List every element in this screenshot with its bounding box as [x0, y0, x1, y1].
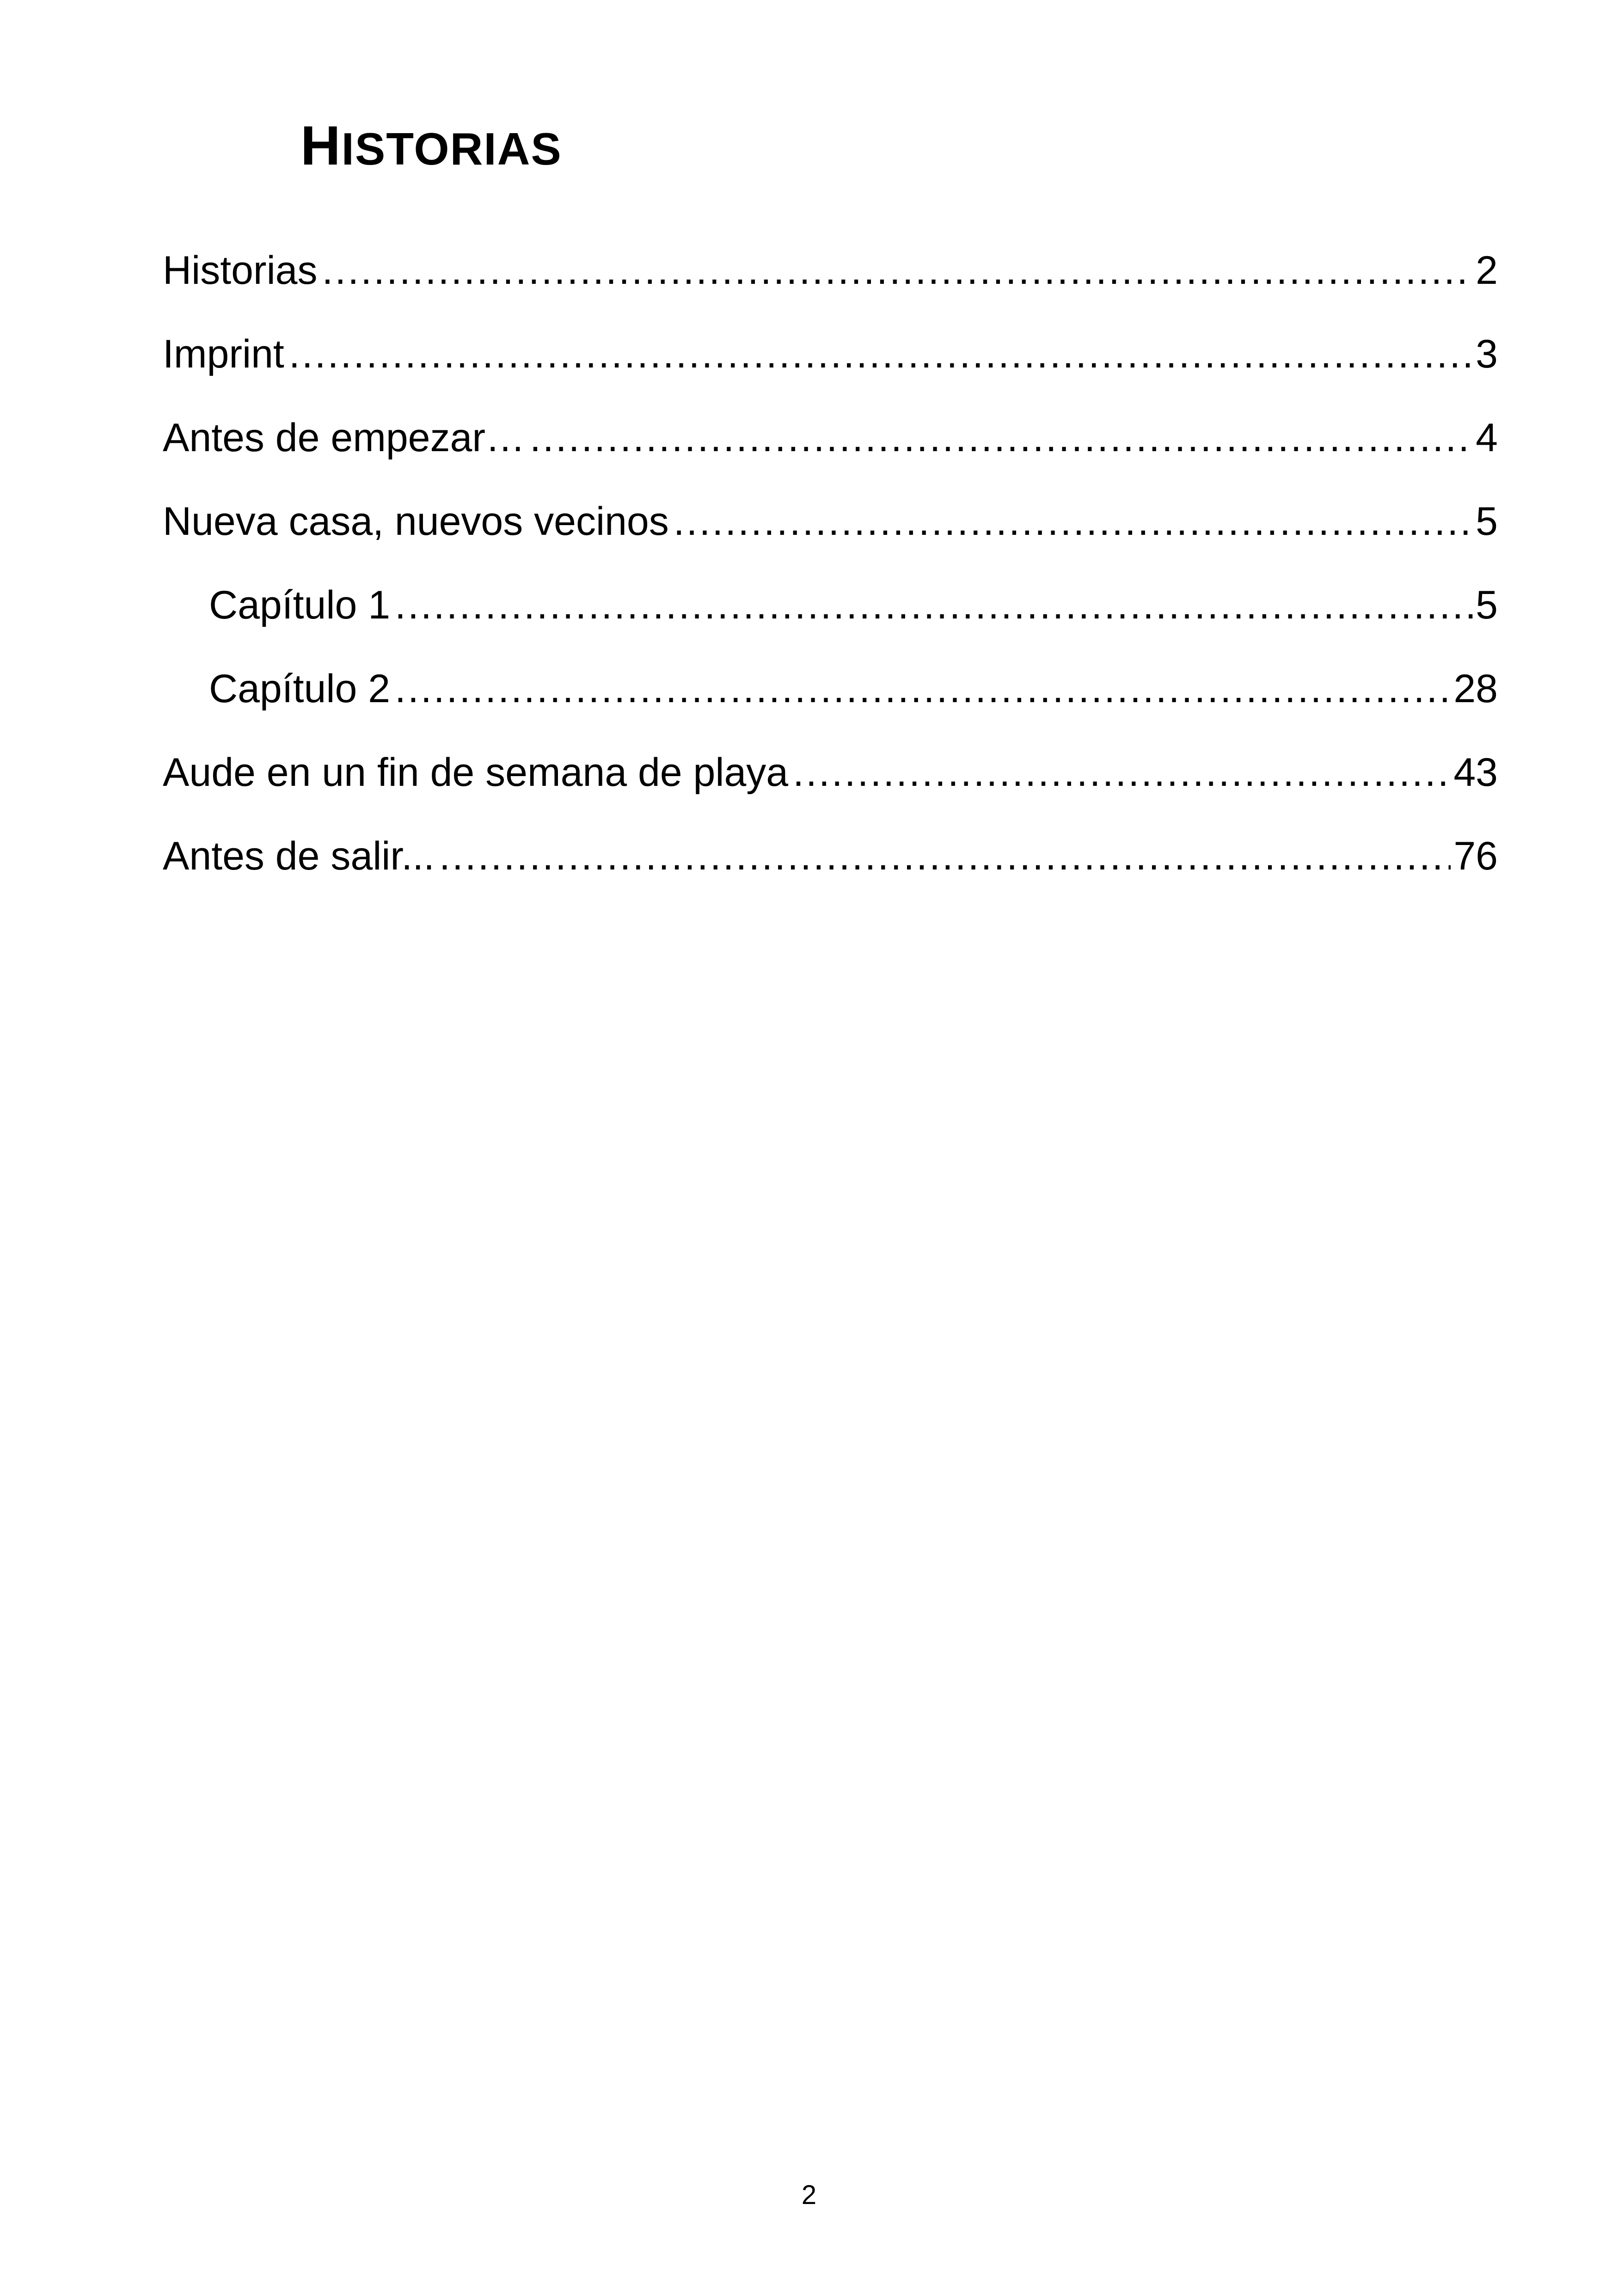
toc-entry-label: Capítulo 1	[209, 583, 391, 627]
toc-dot-leader	[674, 496, 1473, 547]
toc-entry-nueva-casa[interactable]	[163, 496, 1498, 580]
toc-entry-page: 4	[1476, 416, 1498, 460]
toc-entry-page: 5	[1476, 499, 1498, 544]
toc-entry-label: Antes de empezar…	[163, 416, 525, 460]
toc-dot-leader	[289, 329, 1473, 380]
toc-entry-page: 3	[1476, 332, 1498, 376]
toc-entry-page: 28	[1453, 667, 1498, 711]
toc-entry-label: Historias	[163, 248, 318, 293]
toc-entry-label: Aude en un fin de semana de playa	[163, 750, 789, 795]
toc-entry-page: 43	[1453, 750, 1498, 795]
toc-entry-label: Imprint	[163, 332, 284, 376]
toc-heading-rest: ISTORIAS	[341, 123, 562, 174]
toc-entry-page: 5	[1476, 583, 1498, 627]
toc-entry-page: 76	[1453, 834, 1498, 878]
toc-dot-leader	[395, 580, 1473, 631]
toc-dot-leader	[530, 412, 1473, 463]
toc-dot-leader	[322, 245, 1473, 296]
toc-entry-label: Capítulo 2	[209, 667, 391, 711]
toc-entry-label: Nueva casa, nuevos vecinos	[163, 499, 669, 544]
toc-entry-capitulo-2[interactable]	[163, 663, 1498, 747]
toc-entry-aude-fin-de-semana[interactable]	[163, 747, 1498, 831]
toc-entry-page: 2	[1476, 248, 1498, 293]
toc-entry-label: Antes de salir...	[163, 834, 435, 878]
toc-entry-antes-de-salir[interactable]	[163, 831, 1498, 914]
toc-entry-antes-de-empezar[interactable]	[163, 412, 1498, 496]
toc-entry-capitulo-1[interactable]	[163, 580, 1498, 663]
toc-entry-imprint[interactable]	[163, 329, 1498, 412]
toc-heading-initial: H	[300, 115, 342, 177]
toc-heading	[300, 115, 562, 177]
toc-dot-leader	[439, 831, 1451, 882]
table-of-contents	[163, 245, 1498, 914]
page-number: 2	[801, 2180, 817, 2210]
toc-entry-historias[interactable]	[163, 245, 1498, 329]
toc-dot-leader	[793, 747, 1451, 798]
toc-dot-leader	[395, 663, 1451, 714]
